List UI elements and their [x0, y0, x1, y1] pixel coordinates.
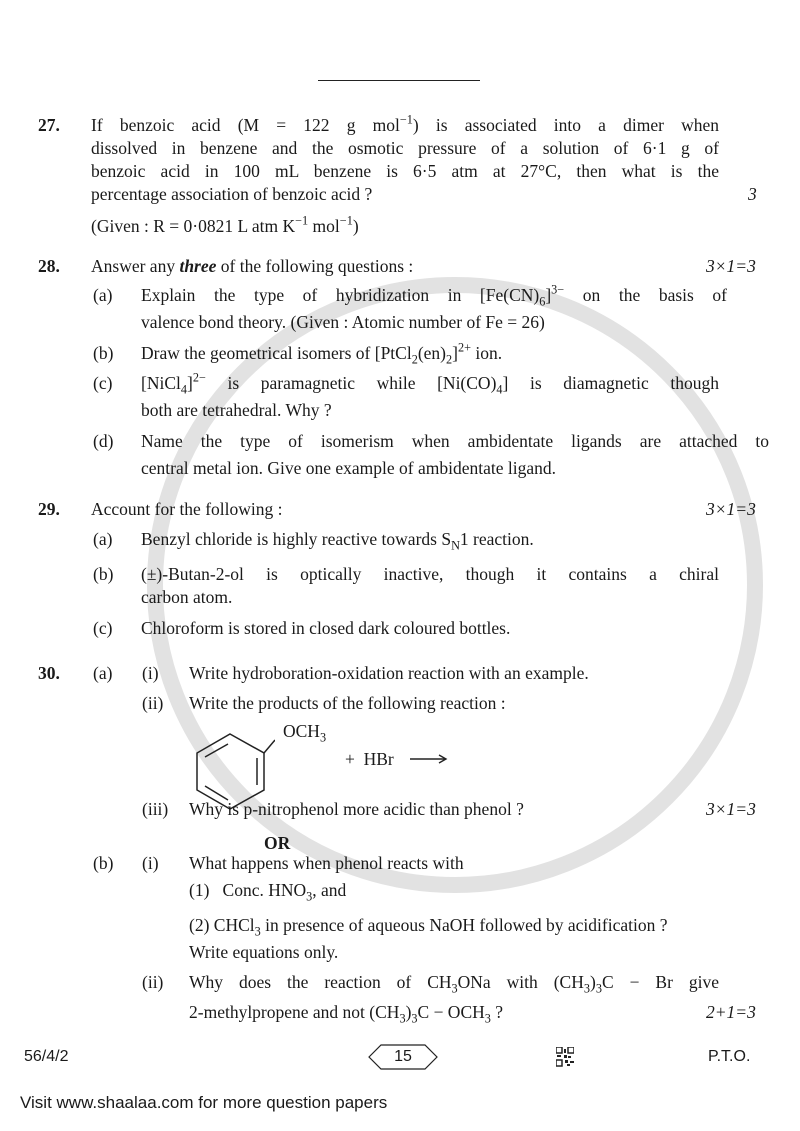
- text-segment: ONa with (CH: [457, 972, 584, 992]
- text-segment: Write hydroboration-oxidation reaction with an example.: [189, 663, 589, 683]
- top-rule: [318, 80, 480, 81]
- part-text: [141, 370, 719, 397]
- text-segment: Account for the following :: [91, 499, 283, 519]
- subpart-label: (iii): [142, 799, 169, 819]
- question-number: 28.: [38, 256, 60, 276]
- part-text: [141, 282, 727, 309]
- question-intro: [91, 498, 282, 520]
- subscript: 3: [411, 1011, 418, 1026]
- part-label: (c): [93, 373, 113, 393]
- superscript: −1: [295, 213, 309, 228]
- text-segment: percentage association of benzoic acid ?: [91, 184, 373, 204]
- subscript: 3: [583, 981, 590, 996]
- marks: 3×1=3: [706, 256, 756, 276]
- subpart-label: (ii): [142, 972, 164, 992]
- subscript: N: [451, 538, 460, 553]
- text-segment: C − OCH: [417, 1002, 485, 1022]
- marks: 3×1=3: [706, 499, 756, 519]
- part-text: [141, 563, 719, 585]
- text-segment: , and: [312, 880, 347, 900]
- text-segment: Why is p-nitrophenol more acidic than phenol ?: [189, 799, 524, 819]
- emphasis: three: [179, 256, 217, 276]
- question-number: 29.: [38, 499, 60, 519]
- part-text: [141, 586, 232, 608]
- substituent-label: [283, 720, 327, 745]
- part-text: [141, 457, 556, 479]
- text-segment: Write the products of the following reaction :: [189, 693, 506, 713]
- question-text: [91, 160, 719, 182]
- text-segment: carbon atom.: [141, 587, 233, 607]
- text-segment: Chloroform is stored in closed dark coloured bottles.: [141, 618, 511, 638]
- text-segment: benzoic acid in 100 mL benzene is 6·5 atm at 27°C, then what is the: [91, 161, 719, 181]
- text-segment: Draw the geometrical isomers of [PtCl: [141, 343, 412, 363]
- text-segment: 2-methylpropene and not (CH: [189, 1002, 400, 1022]
- page-turn-note: P.T.O.: [708, 1048, 751, 1065]
- question-text: [91, 114, 719, 136]
- text-segment: Answer any: [91, 256, 180, 276]
- part-label: (b): [93, 564, 114, 584]
- text-segment: OCH: [283, 721, 320, 741]
- subpart-label: (ii): [142, 693, 164, 713]
- superscript: −1: [399, 112, 413, 127]
- part-label: (d): [93, 431, 114, 451]
- text-segment: (en): [417, 343, 447, 363]
- text-segment: (2) CHCl: [189, 915, 255, 935]
- reaction-arrow-icon: [410, 752, 448, 766]
- subscript: 2: [446, 352, 453, 367]
- marks: 2+1=3: [706, 1002, 756, 1022]
- superscript: −1: [339, 213, 353, 228]
- text-segment: in presence of aqueous NaOH followed by acidification ?: [260, 915, 668, 935]
- subpart-text: [189, 798, 524, 820]
- subpart-text: [189, 1001, 504, 1026]
- superscript: 2+: [457, 340, 472, 355]
- part-text: [141, 528, 534, 553]
- superscript: 3−: [551, 282, 565, 297]
- text-segment: C − Br give: [601, 972, 720, 992]
- text-segment: [NiCl: [141, 373, 181, 393]
- subscript: 3: [451, 981, 458, 996]
- subpart-text: [189, 879, 347, 904]
- part-label: (c): [93, 618, 113, 638]
- marks: 3: [748, 184, 757, 204]
- text-segment: Name the type of isomerism when ambidentate ligands are attached to: [141, 431, 769, 451]
- subpart-text: [189, 971, 720, 996]
- text-segment: If benzoic acid (M = 122 g mol: [91, 115, 400, 135]
- page-number: 15: [394, 1048, 412, 1065]
- subpart-label: (i): [142, 853, 159, 873]
- subscript: 2: [411, 352, 418, 367]
- text-segment: (1) Conc. HNO: [189, 880, 307, 900]
- text-segment: Benzyl chloride is highly reactive towards S: [141, 529, 452, 549]
- subscript: 4: [180, 382, 187, 397]
- subscript: 3: [595, 981, 602, 996]
- paper-code: 56/4/2: [24, 1048, 69, 1065]
- text-segment: ): [590, 972, 596, 992]
- text-segment: ]: [452, 343, 458, 363]
- part-label: (b): [93, 343, 114, 363]
- text-segment: ]: [545, 285, 552, 305]
- text-segment: mol: [308, 216, 340, 236]
- text-segment: ): [405, 1002, 412, 1022]
- subscript: 3: [254, 924, 261, 939]
- superscript: 2−: [192, 370, 206, 385]
- subscript: 6: [539, 294, 546, 309]
- question-number: 30.: [38, 663, 60, 683]
- marks: 3×1=3: [706, 799, 756, 819]
- question-text: [91, 183, 372, 205]
- text-segment: valence bond theory. (Given : Atomic number of Fe = 26): [141, 312, 545, 332]
- part-label: (a): [93, 529, 113, 549]
- part-label: (a): [93, 663, 113, 683]
- part-text: [141, 617, 510, 639]
- text-segment: central metal ion. Give one example of ambidentate ligand.: [141, 458, 556, 478]
- part-label: (b): [93, 853, 114, 873]
- text-segment: Write equations only.: [189, 942, 339, 962]
- website-link[interactable]: Visit www.shaalaa.com for more question papers: [20, 1093, 388, 1112]
- part-label: (a): [93, 285, 113, 305]
- text-segment: 1 reaction.: [459, 529, 534, 549]
- part-text: [141, 399, 332, 421]
- question-text: [91, 137, 719, 159]
- subscript: 3: [306, 889, 313, 904]
- text-segment: both are tetrahedral. Why ?: [141, 400, 332, 420]
- given-text: [91, 215, 359, 237]
- subscript: 3: [484, 1011, 491, 1026]
- reagent-text: + HBr: [345, 749, 394, 769]
- subpart-text: [189, 941, 338, 963]
- text-segment: ?: [490, 1002, 504, 1022]
- part-text: [141, 430, 769, 452]
- question-number: 27.: [38, 115, 60, 135]
- text-segment: (Given : R = 0·0821 L atm K: [91, 216, 296, 236]
- qr-code-icon: [556, 1047, 574, 1067]
- text-segment: (±)-Butan-2-ol is optically inactive, though it contains a chiral: [141, 564, 719, 584]
- question-intro: [91, 255, 413, 277]
- text-segment: Explain the type of hybridization in [Fe(CN): [141, 285, 540, 305]
- subscript: 3: [399, 1011, 406, 1026]
- subpart-text: [189, 852, 464, 874]
- text-segment: Why does the reaction of CH: [189, 972, 452, 992]
- subpart-text: [189, 914, 668, 939]
- text-segment: ) is associated into a dimer when: [412, 115, 719, 135]
- subpart-text: [189, 662, 589, 684]
- text-segment: on the basis of: [564, 285, 727, 305]
- subpart-text: [189, 692, 506, 714]
- part-text: [141, 311, 545, 333]
- subscript: 4: [496, 382, 503, 397]
- text-segment: ] is diamagnetic though: [502, 373, 719, 393]
- subpart-label: (i): [142, 663, 159, 683]
- or-separator: OR: [264, 833, 291, 853]
- text-segment: ): [352, 216, 359, 236]
- part-text: [141, 340, 503, 367]
- text-segment: What happens when phenol reacts with: [189, 853, 464, 873]
- text-segment: dissolved in benzene and the osmotic pressure of a solution of 6·1 g of: [91, 138, 719, 158]
- text-segment: ]: [187, 373, 193, 393]
- text-segment: is paramagnetic while [Ni(CO): [205, 373, 497, 393]
- subscript: 3: [319, 730, 327, 745]
- text-segment: of the following questions :: [216, 256, 414, 276]
- text-segment: ion.: [471, 343, 503, 363]
